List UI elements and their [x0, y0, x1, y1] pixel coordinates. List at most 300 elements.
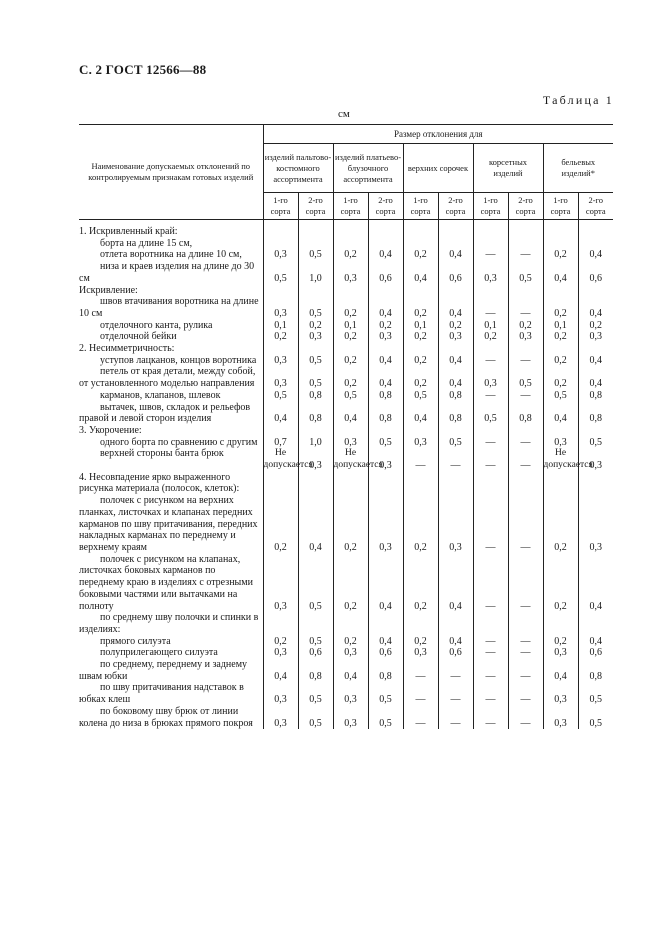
- value-cell: [438, 238, 473, 250]
- value-cell: —: [473, 296, 508, 319]
- table-row: [79, 238, 613, 250]
- value-cell: [298, 343, 333, 355]
- value-cell: 0,5: [403, 390, 438, 402]
- value-cell: [508, 472, 543, 495]
- value-cell: 0,1: [543, 320, 578, 332]
- value-cell: 0,7: [263, 437, 298, 449]
- value-cell: [263, 226, 298, 238]
- value-cell: [263, 238, 298, 250]
- value-cell: 0,3: [543, 437, 578, 449]
- value-cell: 0,4: [578, 554, 613, 613]
- value-cell: 0,2: [333, 296, 368, 319]
- sort-header: 2-го сорта: [368, 193, 403, 220]
- value-cell: 0,3: [333, 437, 368, 449]
- value-cell: 0,6: [298, 647, 333, 659]
- row-label: вытачек, швов, складок и рельефов правой и левой сторон изделия: [79, 401, 251, 425]
- value-cell: [578, 612, 613, 635]
- value-cell: 0,3: [298, 448, 333, 471]
- group-header: бельевых изделий*: [543, 144, 613, 193]
- value-cell: 0,4: [438, 554, 473, 613]
- value-cell: [333, 238, 368, 250]
- value-cell: —: [473, 495, 508, 554]
- value-cell: [473, 285, 508, 297]
- value-cell: 0,2: [263, 495, 298, 554]
- value-cell: 0,8: [438, 390, 473, 402]
- value-cell: —: [508, 647, 543, 659]
- value-cell: [473, 343, 508, 355]
- group-header: корсетных изделий: [473, 144, 543, 193]
- value-cell: 0,4: [368, 366, 403, 389]
- value-cell: —: [508, 355, 543, 367]
- row-label: по среднему, переднему и заднему швам юбки: [79, 659, 248, 682]
- value-cell: [578, 472, 613, 495]
- value-cell: 0,3: [333, 682, 368, 705]
- name-column-header: Наименование допускаемых отклонений по контролируемым признакам готовых изделий: [79, 125, 263, 220]
- table-caption: Таблица 1: [542, 93, 614, 107]
- value-cell: 0,3: [263, 249, 298, 261]
- value-cell: [438, 472, 473, 495]
- value-cell: 0,5: [508, 261, 543, 284]
- value-cell: 0,4: [438, 249, 473, 261]
- value-cell: 0,3: [263, 366, 298, 389]
- page-header: С. 2 ГОСТ 12566—88: [79, 62, 207, 77]
- value-cell: 0,4: [543, 402, 578, 425]
- value-cell: 0,5: [298, 554, 333, 613]
- value-cell: 0,2: [403, 366, 438, 389]
- value-cell: 0,3: [438, 495, 473, 554]
- row-label: уступов лацканов, концов воротника: [100, 354, 257, 366]
- value-cell: [368, 285, 403, 297]
- row-label: отделочного канта, рулика: [100, 319, 213, 331]
- value-cell: —: [403, 448, 438, 471]
- value-cell: 0,3: [543, 647, 578, 659]
- table-row: [79, 296, 613, 319]
- size-header: Размер отклонения для: [263, 125, 613, 144]
- value-cell: 0,1: [333, 320, 368, 332]
- table-row: [79, 682, 613, 705]
- value-cell: 0,4: [403, 402, 438, 425]
- value-cell: [508, 343, 543, 355]
- value-cell: [543, 226, 578, 238]
- value-cell: —: [473, 355, 508, 367]
- value-cell: [298, 285, 333, 297]
- value-cell: [438, 612, 473, 635]
- value-cell: 0,2: [333, 355, 368, 367]
- value-cell: —: [403, 659, 438, 682]
- value-cell: 0,2: [263, 331, 298, 343]
- value-cell: 0,5: [298, 355, 333, 367]
- value-cell: 0,8: [298, 402, 333, 425]
- value-cell: 0,4: [403, 261, 438, 284]
- value-cell: 0,2: [333, 331, 368, 343]
- value-cell: [473, 472, 508, 495]
- row-label: по среднему шву полочки и спинки в изделиях:: [79, 612, 259, 635]
- value-cell: —: [508, 437, 543, 449]
- row-label: борта на длине 15 см,: [100, 237, 193, 249]
- value-cell: 0,5: [368, 706, 403, 729]
- value-cell: 0,3: [368, 448, 403, 471]
- group-header: изделий пальтово-костюмного ассортимента: [263, 144, 333, 193]
- value-cell: [368, 343, 403, 355]
- value-cell: [263, 285, 298, 297]
- value-cell: 0,8: [368, 390, 403, 402]
- value-cell: —: [403, 682, 438, 705]
- unit-label: см: [338, 108, 350, 120]
- value-cell: [438, 425, 473, 437]
- value-cell: 0,5: [368, 682, 403, 705]
- value-cell: —: [508, 659, 543, 682]
- value-cell: 0,5: [578, 682, 613, 705]
- sort-header: 2-го сорта: [508, 193, 543, 220]
- sort-header: 1-го сорта: [543, 193, 578, 220]
- value-cell: [543, 425, 578, 437]
- value-cell: [508, 226, 543, 238]
- value-cell: 0,3: [543, 706, 578, 729]
- table-row: [79, 554, 613, 613]
- value-cell: 0,5: [263, 390, 298, 402]
- table-row: [79, 390, 613, 402]
- value-cell: 0,2: [543, 249, 578, 261]
- value-cell: [508, 285, 543, 297]
- value-cell: —: [508, 682, 543, 705]
- sort-header: 2-го сорта: [438, 193, 473, 220]
- value-cell: [438, 343, 473, 355]
- value-cell: [508, 612, 543, 635]
- row-label: низа и краев изделия на длине до 30 см: [79, 261, 255, 284]
- value-cell: 0,2: [543, 331, 578, 343]
- value-cell: 0,5: [438, 437, 473, 449]
- value-cell: 0,2: [403, 554, 438, 613]
- table-row: [79, 285, 613, 297]
- value-cell: 0,6: [438, 261, 473, 284]
- row-label: отлета воротника на длине 10 см,: [100, 249, 242, 261]
- value-cell: [298, 425, 333, 437]
- sort-header: 2-го сорта: [578, 193, 613, 220]
- value-cell: 0,4: [438, 296, 473, 319]
- value-cell: 0,4: [263, 402, 298, 425]
- value-cell: —: [508, 390, 543, 402]
- value-cell: [263, 343, 298, 355]
- row-label: 3. Укорочение:: [79, 424, 142, 436]
- value-cell: 0,6: [368, 647, 403, 659]
- value-cell: 0,5: [543, 390, 578, 402]
- row-label: полочек с рисунком на клапанах, листочках боковых карманов по переднему краю в изделиях с отрезными боковыми частями или вытачками на полноту: [79, 553, 253, 612]
- value-cell: —: [473, 647, 508, 659]
- value-cell: —: [473, 249, 508, 261]
- table-row: [79, 226, 613, 238]
- row-label: полуприлегающего силуэта: [100, 647, 218, 659]
- value-cell: Не допускается: [333, 448, 383, 471]
- value-cell: 0,6: [368, 261, 403, 284]
- value-cell: 0,4: [578, 296, 613, 319]
- value-cell: 0,1: [473, 320, 508, 332]
- sort-header: 1-го сорта: [333, 193, 368, 220]
- row-label: по боковому шву брюк от линии колена до низа в брюках прямого покроя: [79, 705, 253, 729]
- table-row: [79, 249, 613, 261]
- value-cell: [263, 425, 298, 437]
- value-cell: 0,1: [403, 320, 438, 332]
- value-cell: 0,5: [333, 390, 368, 402]
- value-cell: 0,2: [298, 320, 333, 332]
- value-cell: [473, 238, 508, 250]
- table-row: [79, 425, 613, 437]
- value-cell: 0,2: [333, 636, 368, 648]
- value-cell: —: [508, 448, 543, 471]
- value-cell: —: [438, 659, 473, 682]
- value-cell: 0,5: [298, 636, 333, 648]
- value-cell: [333, 472, 368, 495]
- row-label: полочек с рисунком на верхних планках, листочках и клапанах передних карманов по шву притачивания, передних накладных карманах по переднему и верхнему краям: [79, 495, 258, 553]
- value-cell: 0,4: [438, 366, 473, 389]
- value-cell: [508, 238, 543, 250]
- value-cell: [473, 612, 508, 635]
- value-cell: [298, 238, 333, 250]
- row-label: 4. Несовпадение ярко выраженного рисунка материала (полосок, клеток):: [79, 471, 240, 495]
- value-cell: 0,3: [543, 682, 578, 705]
- table-body: [79, 220, 613, 730]
- value-cell: 0,3: [578, 331, 613, 343]
- value-cell: [578, 285, 613, 297]
- value-cell: [403, 238, 438, 250]
- value-cell: [368, 612, 403, 635]
- value-cell: —: [473, 448, 508, 471]
- value-cell: 0,3: [298, 331, 333, 343]
- value-cell: [578, 238, 613, 250]
- value-cell: 0,4: [438, 636, 473, 648]
- value-cell: [473, 425, 508, 437]
- value-cell: —: [508, 296, 543, 319]
- value-cell: 0,6: [578, 647, 613, 659]
- value-cell: —: [508, 554, 543, 613]
- table-row: [79, 343, 613, 355]
- value-cell: 0,3: [578, 495, 613, 554]
- value-cell: 0,3: [368, 495, 403, 554]
- value-cell: 0,3: [263, 296, 298, 319]
- sort-header: 1-го сорта: [473, 193, 508, 220]
- value-cell: 0,3: [263, 706, 298, 729]
- table-row: [79, 366, 613, 389]
- value-cell: [438, 285, 473, 297]
- value-cell: 0,6: [578, 261, 613, 284]
- value-cell: 0,3: [368, 331, 403, 343]
- value-cell: 0,8: [298, 390, 333, 402]
- value-cell: 0,4: [368, 355, 403, 367]
- value-cell: —: [508, 636, 543, 648]
- table-row: [79, 636, 613, 648]
- value-cell: 0,2: [403, 636, 438, 648]
- value-cell: [403, 472, 438, 495]
- value-cell: 0,4: [543, 261, 578, 284]
- value-cell: 0,2: [403, 296, 438, 319]
- value-cell: 0,6: [438, 647, 473, 659]
- value-cell: 0,8: [578, 402, 613, 425]
- value-cell: 0,2: [368, 320, 403, 332]
- value-cell: [578, 343, 613, 355]
- value-cell: 1,0: [298, 437, 333, 449]
- value-cell: —: [473, 682, 508, 705]
- value-cell: —: [473, 554, 508, 613]
- value-cell: [403, 612, 438, 635]
- value-cell: 0,4: [298, 495, 333, 554]
- value-cell: —: [508, 249, 543, 261]
- value-cell: 0,2: [333, 554, 368, 613]
- value-cell: —: [508, 706, 543, 729]
- value-cell: 0,8: [368, 402, 403, 425]
- value-cell: 0,3: [403, 437, 438, 449]
- row-label: верхней стороны банта брюк: [100, 448, 224, 460]
- sort-header: 1-го сорта: [403, 193, 438, 220]
- value-cell: [263, 472, 298, 495]
- value-cell: 0,3: [263, 355, 298, 367]
- value-cell: 0,8: [508, 402, 543, 425]
- table-row: [79, 659, 613, 682]
- value-cell: 0,3: [333, 647, 368, 659]
- value-cell: —: [473, 659, 508, 682]
- value-cell: [473, 226, 508, 238]
- value-cell: [333, 343, 368, 355]
- value-cell: 0,3: [438, 331, 473, 343]
- value-cell: 0,2: [578, 320, 613, 332]
- row-label: карманов, клапанов, шлевок: [100, 389, 221, 401]
- value-cell: 0,4: [333, 659, 368, 682]
- value-cell: 0,3: [508, 331, 543, 343]
- row-label: прямого силуэта: [100, 635, 171, 647]
- value-cell: 0,4: [438, 355, 473, 367]
- value-cell: 0,5: [578, 437, 613, 449]
- value-cell: 0,4: [368, 636, 403, 648]
- table-row: [79, 402, 613, 425]
- value-cell: 0,3: [578, 448, 613, 471]
- value-cell: —: [438, 706, 473, 729]
- row-label: отделочной бейки: [100, 331, 177, 343]
- value-cell: 0,2: [403, 249, 438, 261]
- value-cell: [543, 285, 578, 297]
- value-cell: 0,2: [403, 355, 438, 367]
- value-cell: [298, 612, 333, 635]
- value-cell: 0,2: [543, 366, 578, 389]
- value-cell: 0,4: [333, 402, 368, 425]
- value-cell: 0,5: [508, 366, 543, 389]
- value-cell: 0,2: [543, 554, 578, 613]
- table-row: [79, 472, 613, 495]
- value-cell: 0,4: [578, 366, 613, 389]
- value-cell: 0,5: [298, 682, 333, 705]
- value-cell: 0,4: [368, 296, 403, 319]
- row-label: Искривление:: [79, 284, 138, 296]
- value-cell: —: [473, 390, 508, 402]
- value-cell: 0,2: [403, 331, 438, 343]
- value-cell: 0,5: [263, 261, 298, 284]
- value-cell: [368, 226, 403, 238]
- value-cell: 0,2: [438, 320, 473, 332]
- value-cell: 0,3: [473, 366, 508, 389]
- value-cell: [333, 612, 368, 635]
- value-cell: 0,8: [438, 402, 473, 425]
- value-cell: [333, 226, 368, 238]
- value-cell: [543, 343, 578, 355]
- row-label: 1. Искривленный край:: [79, 226, 178, 237]
- group-header: верхних сорочек: [403, 144, 473, 193]
- table-row: [79, 355, 613, 367]
- value-cell: 0,2: [333, 366, 368, 389]
- value-cell: [263, 612, 298, 635]
- value-cell: [368, 238, 403, 250]
- table-row: [79, 331, 613, 343]
- table-row: [79, 261, 613, 284]
- value-cell: 0,2: [263, 636, 298, 648]
- value-cell: [543, 612, 578, 635]
- value-cell: [543, 238, 578, 250]
- table-row: [79, 320, 613, 332]
- value-cell: [368, 425, 403, 437]
- value-cell: [298, 472, 333, 495]
- value-cell: 0,5: [298, 706, 333, 729]
- group-header: изделий платьево-блузочного ассортимента: [333, 144, 403, 193]
- value-cell: 1,0: [298, 261, 333, 284]
- sort-header: 1-го сорта: [263, 193, 298, 220]
- value-cell: 0,2: [403, 495, 438, 554]
- table-row: [79, 448, 613, 471]
- value-cell: 0,5: [298, 296, 333, 319]
- value-cell: 0,3: [473, 261, 508, 284]
- value-cell: [578, 226, 613, 238]
- row-label: швов втачивания воротника на длине 10 см: [79, 296, 259, 319]
- deviation-table: [79, 124, 613, 729]
- value-cell: 0,2: [543, 495, 578, 554]
- value-cell: [543, 472, 578, 495]
- value-cell: 0,4: [578, 249, 613, 261]
- value-cell: 0,5: [578, 706, 613, 729]
- value-cell: [333, 425, 368, 437]
- table-head: [79, 125, 613, 220]
- value-cell: 0,8: [368, 659, 403, 682]
- value-cell: 0,8: [578, 390, 613, 402]
- row-label: петель от края детали, между собой, от установленного моделью направления: [79, 366, 256, 390]
- value-cell: [403, 285, 438, 297]
- table-row: [79, 647, 613, 659]
- value-cell: 0,3: [403, 647, 438, 659]
- sort-header: 2-го сорта: [298, 193, 333, 220]
- value-cell: [403, 425, 438, 437]
- row-label: 2. Несимметричность:: [79, 343, 175, 355]
- value-cell: 0,4: [578, 636, 613, 648]
- row-label: одного борта по сравнению с другим: [100, 436, 258, 448]
- value-cell: 0,3: [333, 261, 368, 284]
- value-cell: 0,4: [263, 659, 298, 682]
- value-cell: 0,2: [543, 636, 578, 648]
- value-cell: 0,4: [578, 355, 613, 367]
- value-cell: 0,4: [543, 659, 578, 682]
- table-row: [79, 437, 613, 449]
- value-cell: 0,4: [368, 554, 403, 613]
- table-row: [79, 495, 613, 554]
- value-cell: —: [473, 636, 508, 648]
- value-cell: 0,3: [333, 706, 368, 729]
- value-cell: —: [438, 682, 473, 705]
- value-cell: —: [473, 437, 508, 449]
- value-cell: [438, 226, 473, 238]
- value-cell: 0,5: [473, 402, 508, 425]
- value-cell: 0,2: [543, 296, 578, 319]
- value-cell: Не допускается: [263, 448, 313, 471]
- row-label: по шву притачивания надставок в юбках клеш: [79, 682, 244, 706]
- value-cell: —: [473, 706, 508, 729]
- value-cell: 0,5: [298, 366, 333, 389]
- value-cell: 0,1: [263, 320, 298, 332]
- value-cell: 0,2: [333, 495, 368, 554]
- value-cell: [333, 285, 368, 297]
- value-cell: 0,4: [368, 249, 403, 261]
